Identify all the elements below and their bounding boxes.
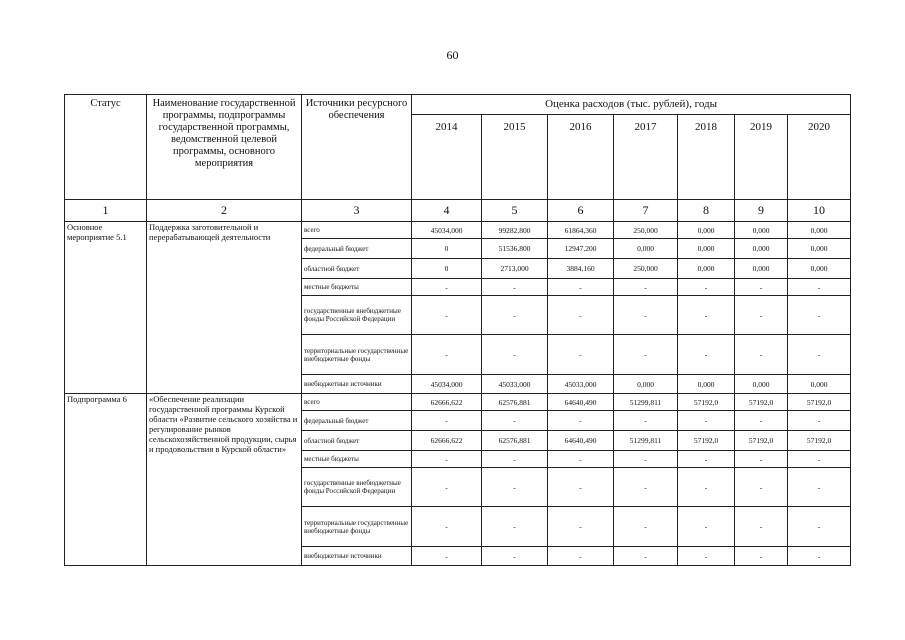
row-value: - (482, 451, 548, 468)
row-value: - (482, 335, 548, 375)
row-value: - (614, 451, 678, 468)
row-value: - (548, 279, 614, 296)
row-value: - (412, 547, 482, 566)
column-number: 8 (678, 200, 735, 222)
row-funding-source: всего (302, 394, 412, 411)
row-value: - (412, 296, 482, 335)
row-value: 0,000 (678, 239, 735, 259)
column-number: 1 (65, 200, 147, 222)
row-value: - (735, 468, 788, 507)
header-year: 2014 (412, 115, 482, 200)
row-value: 64640,490 (548, 431, 614, 451)
row-value: - (788, 296, 851, 335)
budget-table (64, 94, 851, 566)
row-value: - (614, 279, 678, 296)
row-value: 57192,0 (678, 431, 735, 451)
row-value: - (735, 335, 788, 375)
row-value: - (548, 451, 614, 468)
row-value: 0,000 (788, 239, 851, 259)
row-value: - (788, 335, 851, 375)
row-value: 99282,800 (482, 222, 548, 239)
row-value: 57192,0 (735, 431, 788, 451)
row-funding-source: территориальные государственные внебюджетные фонды (302, 507, 412, 547)
row-value: - (788, 507, 851, 547)
row-value: - (548, 296, 614, 335)
row-funding-source: государственные внебюджетные фонды Российской Федерации (302, 296, 412, 335)
row-value: 0 (412, 239, 482, 259)
row-funding-source: всего (302, 222, 412, 239)
header-name: Наименование государственной программы, подпрограммы государственной программы, ведомственной целевой программы, основного мероприятия (147, 95, 302, 200)
header-estimate: Оценка расходов (тыс. рублей), годы (412, 95, 851, 115)
row-value: 0,000 (678, 375, 735, 394)
row-value: - (678, 335, 735, 375)
row-value: 57192,0 (678, 394, 735, 411)
row-value: - (735, 411, 788, 431)
row-value: - (412, 279, 482, 296)
row-value: - (678, 411, 735, 431)
header-year: 2019 (735, 115, 788, 200)
row-value: 0,000 (614, 375, 678, 394)
row-value: - (614, 507, 678, 547)
row-funding-source: местные бюджеты (302, 279, 412, 296)
row-value: 45034,000 (412, 222, 482, 239)
row-funding-source: внебюджетные источники (302, 375, 412, 394)
table-row (65, 394, 851, 411)
row-value: 0,000 (678, 222, 735, 239)
row-status: Основное мероприятие 5.1 (65, 222, 147, 394)
row-value: - (735, 296, 788, 335)
row-value: - (548, 468, 614, 507)
row-value: 62576,881 (482, 394, 548, 411)
header-year: 2017 (614, 115, 678, 200)
row-funding-source: областной бюджет (302, 259, 412, 279)
header-year: 2016 (548, 115, 614, 200)
row-value: - (735, 507, 788, 547)
row-value: - (482, 507, 548, 547)
row-value: - (482, 279, 548, 296)
row-value: 62666,622 (412, 431, 482, 451)
row-funding-source: территориальные государственные внебюджетные фонды (302, 335, 412, 375)
column-number: 5 (482, 200, 548, 222)
row-value: 250,000 (614, 259, 678, 279)
column-number: 2 (147, 200, 302, 222)
row-funding-source: внебюджетные источники (302, 547, 412, 566)
row-value: 45034,000 (412, 375, 482, 394)
row-value: 0,000 (735, 259, 788, 279)
column-number: 9 (735, 200, 788, 222)
row-value: 0 (412, 259, 482, 279)
row-value: 45033,000 (482, 375, 548, 394)
header-year: 2015 (482, 115, 548, 200)
row-value: - (614, 468, 678, 507)
row-value: - (482, 296, 548, 335)
row-value: - (412, 411, 482, 431)
row-value: 57192,0 (788, 394, 851, 411)
row-status: Подпрограмма 6 (65, 394, 147, 566)
row-value: - (788, 451, 851, 468)
row-value: - (614, 335, 678, 375)
row-funding-source: федеральный бюджет (302, 411, 412, 431)
row-value: 51299,811 (614, 394, 678, 411)
row-value: 0,000 (788, 375, 851, 394)
row-value: - (678, 296, 735, 335)
row-value: - (482, 468, 548, 507)
row-value: 45033,000 (548, 375, 614, 394)
column-number: 3 (302, 200, 412, 222)
row-value: - (412, 451, 482, 468)
row-value: - (412, 507, 482, 547)
row-value: 61864,360 (548, 222, 614, 239)
row-value: - (788, 279, 851, 296)
row-value: 2713,000 (482, 259, 548, 279)
row-value: - (412, 468, 482, 507)
table-row (65, 222, 851, 239)
row-value: - (614, 296, 678, 335)
row-value: - (548, 547, 614, 566)
header-year: 2020 (788, 115, 851, 200)
row-value: 0,000 (735, 375, 788, 394)
row-value: - (735, 547, 788, 566)
row-value: - (678, 279, 735, 296)
header-sources: Источники ресурсного обеспечения (302, 95, 412, 200)
row-value: 12947,200 (548, 239, 614, 259)
row-value: 0,000 (678, 259, 735, 279)
row-value: - (482, 547, 548, 566)
row-value: - (548, 411, 614, 431)
page-number: 60 (446, 48, 459, 62)
row-value: - (482, 411, 548, 431)
row-value: - (678, 468, 735, 507)
row-value: 0,000 (614, 239, 678, 259)
row-value: 62666,622 (412, 394, 482, 411)
row-value: - (548, 507, 614, 547)
column-number: 4 (412, 200, 482, 222)
header-status: Статус (65, 95, 147, 200)
row-funding-source: федеральный бюджет (302, 239, 412, 259)
row-value: - (678, 547, 735, 566)
row-value: 0,000 (735, 239, 788, 259)
row-value: 51299,811 (614, 431, 678, 451)
row-value: 57192,0 (788, 431, 851, 451)
column-number: 7 (614, 200, 678, 222)
row-value: - (735, 279, 788, 296)
row-funding-source: государственные внебюджетные фонды Российской Федерации (302, 468, 412, 507)
row-program-name: «Обеспечение реализации государственной программы Курской области «Развитие сельского хозяйства и регулирование рынков сельскохозяйственной продукции, сырья и продовольствия в Курской области» (147, 394, 302, 566)
row-value: - (614, 547, 678, 566)
row-value: - (614, 411, 678, 431)
row-value: - (788, 468, 851, 507)
row-funding-source: местные бюджеты (302, 451, 412, 468)
row-value: - (412, 335, 482, 375)
row-value: - (548, 335, 614, 375)
column-number: 10 (788, 200, 851, 222)
row-funding-source: областной бюджет (302, 431, 412, 451)
row-value: 57192,0 (735, 394, 788, 411)
row-value: 250,000 (614, 222, 678, 239)
row-value: 51536,800 (482, 239, 548, 259)
row-value: - (735, 451, 788, 468)
row-value: 64640,490 (548, 394, 614, 411)
row-value: - (788, 411, 851, 431)
row-value: 62576,881 (482, 431, 548, 451)
row-value: - (788, 547, 851, 566)
row-value: 0,000 (735, 222, 788, 239)
row-value: - (678, 451, 735, 468)
row-value: 0,000 (788, 259, 851, 279)
column-number: 6 (548, 200, 614, 222)
row-value: 0,000 (788, 222, 851, 239)
header-year: 2018 (678, 115, 735, 200)
row-value: - (678, 507, 735, 547)
row-program-name: Поддержка заготовительной и перерабатывающей деятельности (147, 222, 302, 394)
row-value: 3884,160 (548, 259, 614, 279)
